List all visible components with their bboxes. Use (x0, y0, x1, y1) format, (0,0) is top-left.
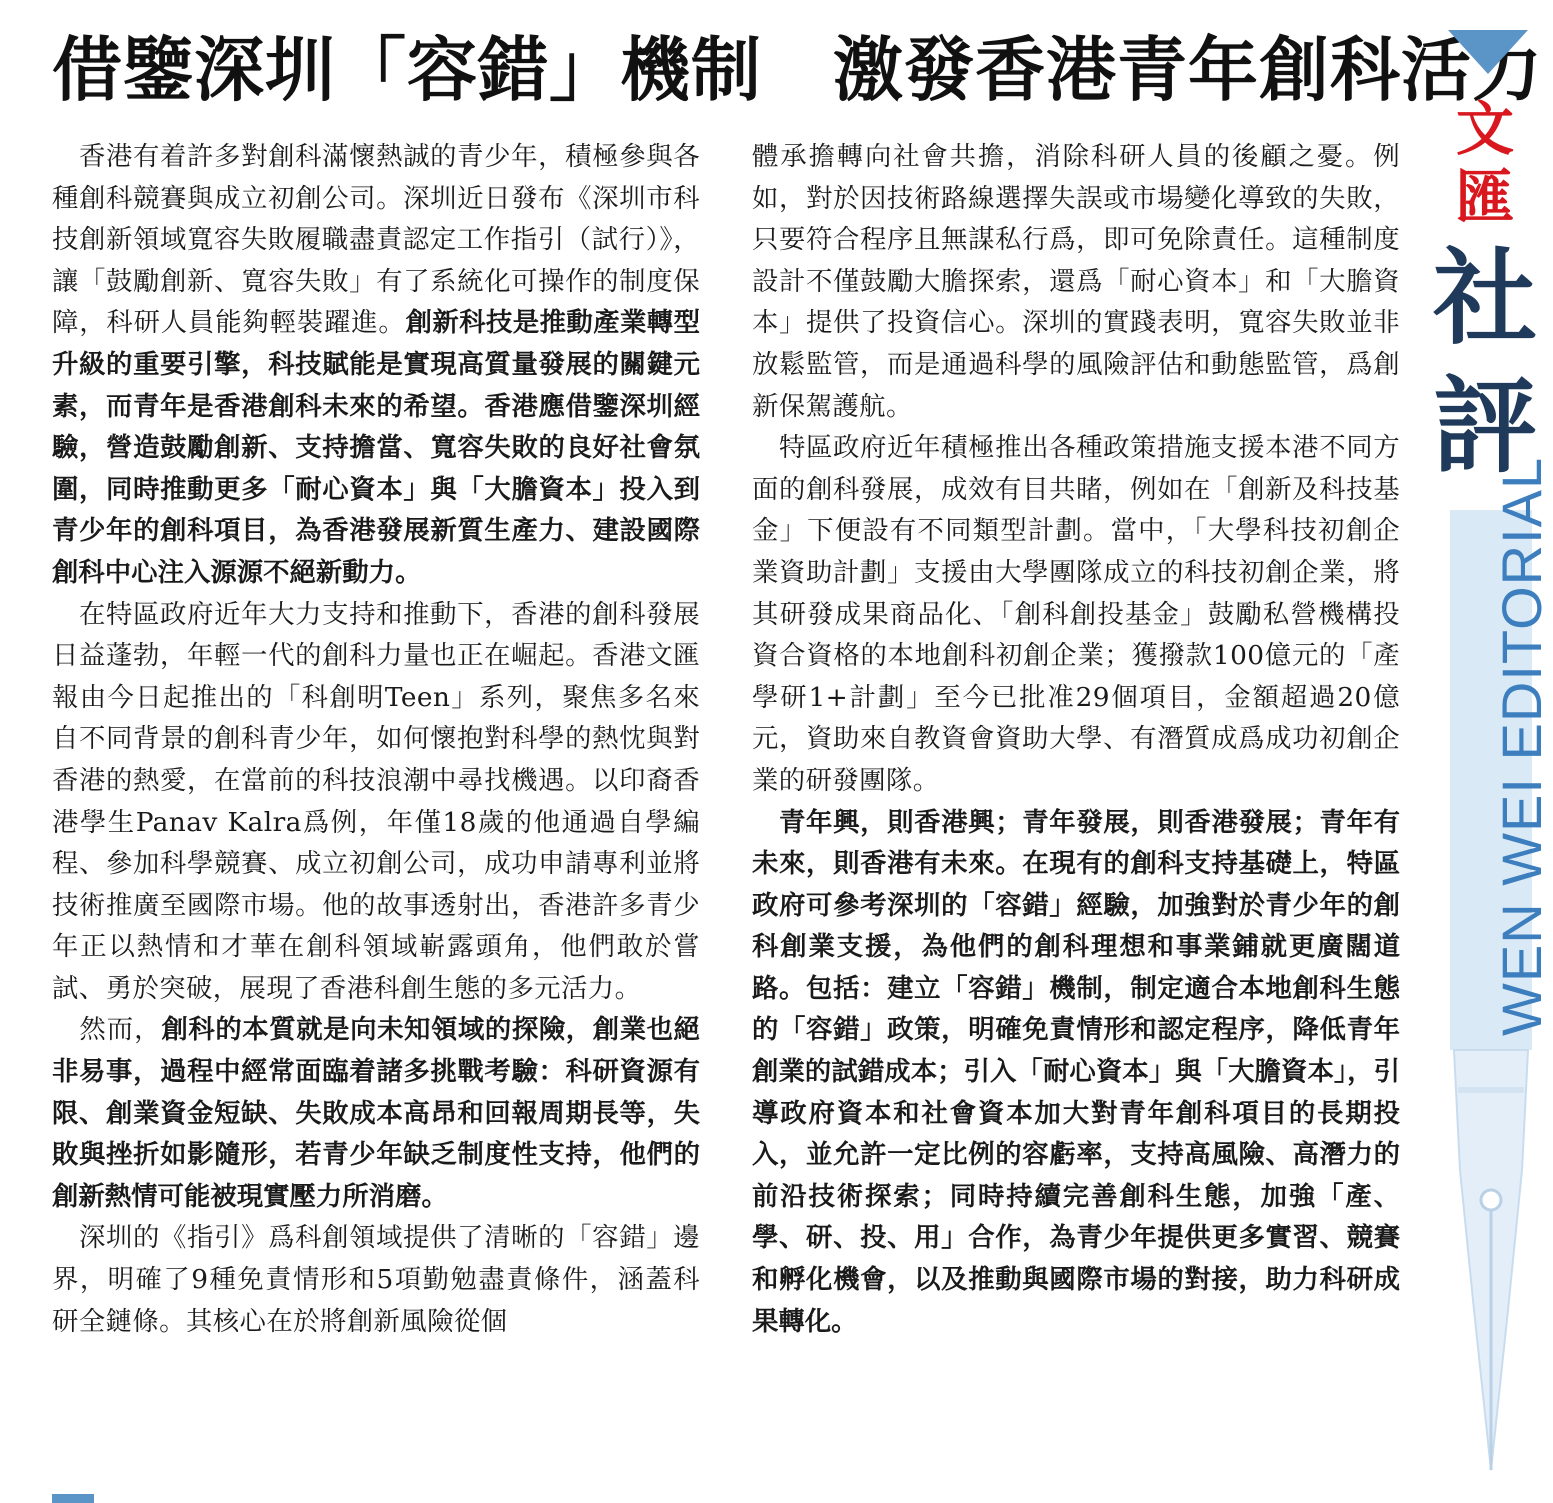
editorial-masthead (1430, 30, 1553, 1503)
paragraph (52, 1217, 700, 1342)
paragraph-text: 在特區政府近年大力支持和推動下，香港的創科發展日益蓬勃，年輕一代的創科力量也正在崛起。香港文匯報由今日起推出的「科創明Teen」系列，聚焦多名來自不同背景的創科青少年，如何懷抱對科學的熱忱與對香港的熱愛，在當前的科技浪潮中尋找機遇。以印裔香港學生Panav Kalra爲例，年僅18歲的他通過自學編程、參加科學競賽、成立初創公司，成功申請專利並將技術推廣至國際市場。他的故事透射出，香港許多青少年正以熱情和才華在創科領域嶄露頭角，他們敢於嘗試、勇於突破，展現了香港科創生態的多元活力。 (52, 598, 700, 1004)
paragraph-text: 香港有着許多對創科滿懷熱誠的青少年，積極參與各種創科競賽與成立初創公司。深圳近日發布《深圳市科技創新領域寬容失敗履職盡責認定工作指引（試行）》，讓「鼓勵創新、寬容失敗」有了系統化可操作的制度保障，科研人員能夠輕裝躍進。 (52, 141, 700, 339)
paragraph (752, 802, 1400, 1343)
triangle-marker-icon (1448, 30, 1528, 74)
paragraph-emphasis: 創新科技是推動產業轉型升級的重要引擎，科技賦能是實現高質量發展的關鍵元素，而青年是香港創科未來的希望。香港應借鑒深圳經驗，營造鼓勵創新、支持擔當、寬容失敗的良好社會氛圍，同時推動更多「耐心資本」與「大膽資本」投入到青少年的創科項目，為香港發展新質生產力、建設國際創科中心注入源源不絕新動力。 (52, 307, 701, 588)
brand-logo-char: 匯 (1455, 163, 1514, 231)
paragraph (52, 1009, 700, 1217)
headline: 借鑒深圳「容錯」機制 激發香港青年創科活力 (52, 29, 1543, 111)
paragraph-emphasis: 創科的本質就是向未知領域的探險，創業也絕非易事，過程中經常面臨着諸多挑戰考驗：科研資源有限、創業資金短缺、失敗成本高昂和回報周期長等，失敗與挫折如影隨形，若青少年缺乏制度性支持，他們的創新熱情可能被現實壓力所消磨。 (52, 1014, 701, 1212)
paragraph-text: 體承擔轉向社會共擔，消除科研人員的後顧之憂。例如，對於因技術路線選擇失誤或市場變化導致的失敗，只要符合程序且無謀私行爲，即可免除責任。這種制度設計不僅鼓勵大膽探索，還爲「耐心資本」和「大膽資本」提供了投資信心。深圳的實踐表明，寬容失敗並非放鬆監管，而是通過科學的風險評估和動態監管，爲創新保駕護航。 (752, 141, 1400, 422)
fountain-pen-nib-icon (1448, 1050, 1534, 1480)
page-corner-marker (52, 1494, 94, 1503)
section-title-char: 評 (1432, 365, 1537, 487)
article-column-right (752, 136, 1400, 1342)
paragraph-text: 然而， (79, 1014, 162, 1046)
english-section-title: WEN WEI EDITORIAL (1490, 456, 1553, 1036)
paragraph-emphasis: 青年興，則香港興；青年發展，則香港發展；青年有未來，則香港有未來。在現有的創科支持基礎上，特區政府可參考深圳的「容錯」經驗，加強對於青少年的創科創業支援，為他們的創科理想和事業鋪就更廣闊道路。包括：建立「容錯」機制，制定適合本地創科生態的「容錯」政策，明確免責情形和認定程序，降低青年創業的試錯成本；引入「耐心資本」與「大膽資本」，引導政府資本和社會資本加大對青年創科項目的長期投入，並允許一定比例的容虧率，支持高風險、高潛力的前沿技術探索；同時持續完善創科生態，加強「產、學、研、投、用」合作，為青少年提供更多實習、競賽和孵化機會，以及推動與國際市場的對接，助力科研成果轉化。 (752, 806, 1401, 1337)
section-title-char: 社 (1432, 237, 1537, 359)
brand-logo-char: 文 (1455, 95, 1514, 163)
paragraph (52, 136, 700, 594)
article-column-left (52, 136, 700, 1342)
paragraph (752, 136, 1400, 427)
paragraph-text: 深圳的《指引》爲科創領域提供了清晰的「容錯」邊界，明確了9種免責情形和5項勤勉盡責條件，涵蓋科研全鏈條。其核心在於將創新風險從個 (52, 1222, 700, 1337)
paragraph (752, 427, 1400, 801)
paragraph-text: 特區政府近年積極推出各種政策措施支援本港不同方面的創科發展，成效有目共睹，例如在「創新及科技基金」下便設有不同類型計劃。當中，「大學科技初創企業資助計劃」支援由大學團隊成立的科技初創企業，將其研發成果商品化、「創科創投基金」鼓勵私營機構投資合資格的本地創科初創企業；獲撥款100億元的「產學研1+計劃」至今已批准29個項目，金額超過20億元，資助來自教資會資助大學、有潛質成爲成功初創企業的研發團隊。 (752, 432, 1400, 796)
paragraph (52, 594, 700, 1010)
